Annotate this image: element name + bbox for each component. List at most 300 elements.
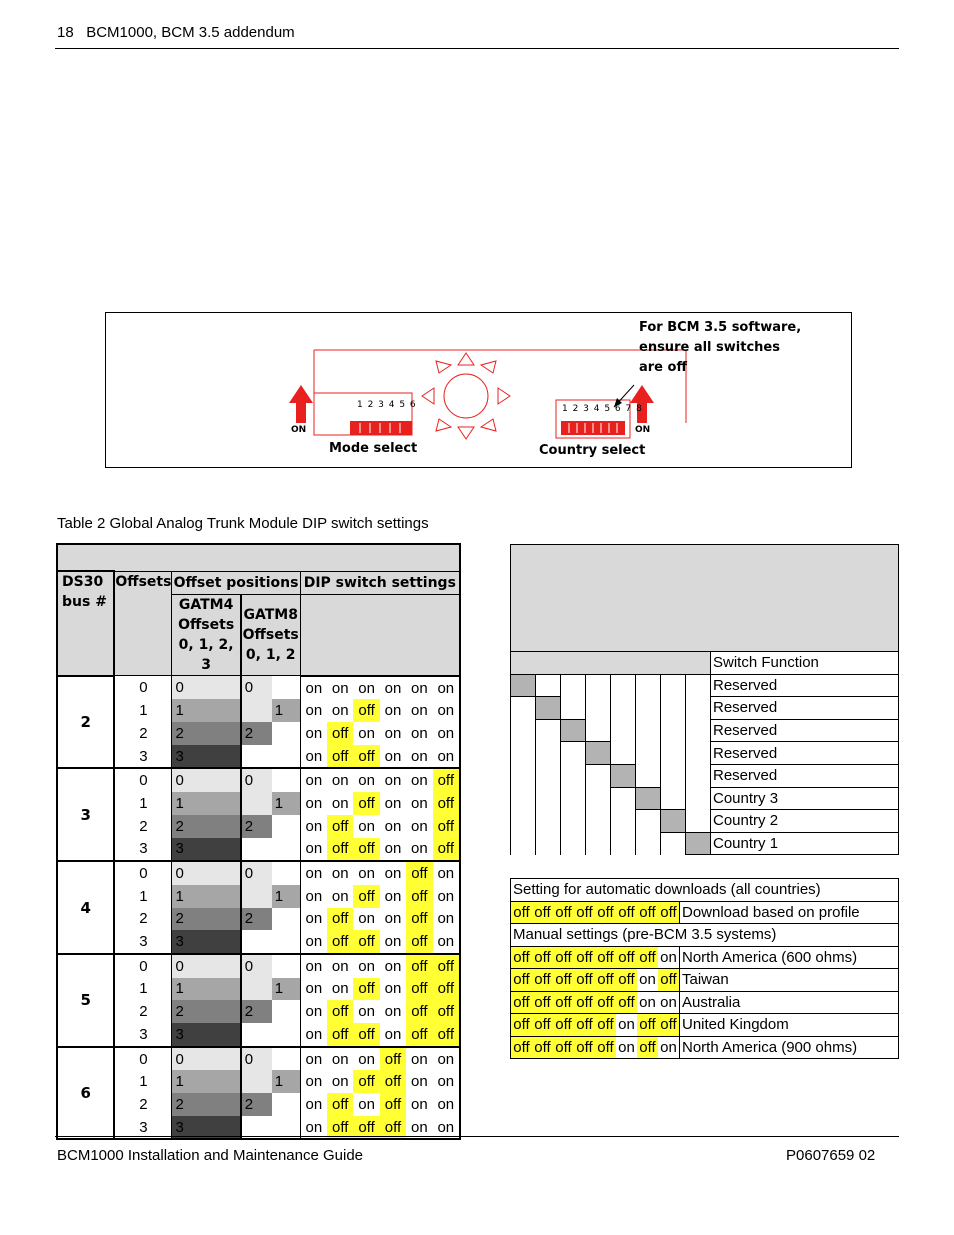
switch-position-cell [511, 719, 536, 742]
gatm8-offset-label: 0 [244, 679, 254, 697]
gatm8-offset-cell [241, 768, 300, 792]
footer-title: BCM1000 Installation and Maintenance Guide [57, 1147, 364, 1164]
offset-cell: 0 [114, 1047, 172, 1071]
mode-switch-bank [350, 421, 412, 435]
switch-position-cell [686, 742, 711, 765]
country-switch-cell: off [553, 1036, 574, 1059]
dip-switch-cell: on [331, 1050, 349, 1068]
table-row [511, 719, 899, 742]
switch-position-cell [561, 787, 586, 810]
switch-position-cell [686, 719, 711, 742]
dip-switch-cell: on [305, 794, 323, 812]
switch-function-header: Switch Function [711, 652, 899, 675]
switch-function-label: Reserved [711, 674, 899, 697]
switch-position-cell [536, 810, 561, 833]
switch-position-cell [536, 764, 561, 787]
table-row [511, 1014, 899, 1037]
ds30-offset-table [56, 543, 461, 1140]
dip-switch-cell: on [300, 1116, 327, 1140]
country-switch-cell: off [532, 1014, 553, 1037]
dip-switch-cell: on [305, 865, 323, 883]
dip-switch-cell: on [358, 817, 375, 835]
table-row [57, 792, 460, 815]
dip-switch-cell: on [358, 679, 375, 697]
dip-switch-cell: off [327, 1116, 353, 1140]
switch-position-cell [536, 719, 561, 742]
gatm4-offset-cell: 1 [172, 1070, 241, 1093]
dip-switch-cell: on [384, 980, 402, 998]
gatm8-offset-label: 1 [274, 702, 284, 720]
switch-position-cell [686, 697, 711, 720]
country-switch-cell: off [511, 969, 533, 992]
offset-cell: 1 [114, 792, 172, 815]
offset-cell: 1 [114, 1070, 172, 1093]
switch-function-label: Reserved [711, 697, 899, 720]
gatm4-offset-cell: 3 [172, 745, 241, 769]
country-switch-cell: off [616, 969, 637, 992]
country-switch-cell: on [658, 991, 680, 1014]
gatm8-offset-label: 2 [244, 1095, 254, 1113]
dip-switch-cell: on [384, 817, 402, 835]
offset-cell: 3 [114, 745, 172, 769]
dip-switch-cell: on [331, 957, 349, 975]
switch-position-cell [661, 742, 686, 765]
arrow-up-icon [289, 385, 313, 423]
country-switch-cell: off [532, 901, 553, 924]
gatm8-offset-label: 0 [244, 957, 254, 975]
gatm8-offset-cell [241, 1000, 300, 1023]
gatm8-offset-label: 1 [274, 980, 284, 998]
switch-position-cell [661, 697, 686, 720]
dip-switch-cell: on [300, 1023, 327, 1047]
gatm8-offset-label: 2 [244, 724, 254, 742]
page-header [57, 24, 295, 41]
mode-select-label: Mode select [329, 441, 418, 456]
gatm8-header: GATM8 Offsets 0, 1, 2 [241, 595, 300, 676]
country-switch-cell: off [595, 1036, 616, 1059]
dip-switch-cell: off [327, 838, 353, 862]
switch-position-cell [511, 810, 536, 833]
table-row [511, 1036, 899, 1059]
switch-function-label: Reserved [711, 764, 899, 787]
switch-position-cell [686, 810, 711, 833]
switch-position-cell [636, 742, 661, 765]
switch-position-cell [611, 764, 636, 787]
bus-cell: 5 [57, 954, 114, 1047]
country-label: Taiwan [680, 969, 899, 992]
country-switch-cell: off [553, 946, 574, 969]
dip-switch-cell: off [433, 768, 460, 792]
switch-position-cell [561, 697, 586, 720]
dip-header-blank [300, 595, 460, 676]
switch-position-cell [636, 719, 661, 742]
dip-switch-cell: off [433, 1023, 460, 1047]
dip-switch-cell: off [327, 1093, 353, 1116]
bus-header: DS30 bus # [57, 571, 114, 676]
table-row [57, 861, 460, 885]
dip-switch-cell: off [380, 1116, 406, 1140]
dip-switch-cell: on [406, 838, 432, 862]
dip-switch-cell: on [358, 910, 375, 928]
gatm4-offset-cell: 3 [172, 838, 241, 862]
gatm8-offset-cell [241, 908, 300, 931]
offset-cell: 0 [114, 768, 172, 792]
switch-position-cell [511, 742, 536, 765]
gatm8-offset-cell [241, 1070, 300, 1093]
positions-header: Offset positions [172, 571, 300, 595]
table-row [57, 1070, 460, 1093]
dip-switch-cell: on [358, 772, 375, 790]
dip-switch-cell: on [358, 865, 375, 883]
country-label: United Kingdom [680, 1014, 899, 1037]
country-switch-cell: on [637, 991, 658, 1014]
dip-switch-cell: off [433, 954, 460, 978]
country-label: Australia [680, 991, 899, 1014]
switch-position-cell [536, 697, 561, 720]
dip-switch-cell: on [305, 702, 323, 720]
country-switch-cell: off [616, 946, 637, 969]
offset-cell: 3 [114, 1116, 172, 1140]
switch-position-cell [586, 674, 611, 697]
offset-cell: 3 [114, 930, 172, 954]
offset-cell: 3 [114, 838, 172, 862]
country-switch-cell: off [574, 946, 595, 969]
gatm8-offset-cell [241, 954, 300, 978]
dip-switch-cell: on [384, 887, 402, 905]
country-select-label: Country select [539, 443, 646, 458]
gatm8-offset-cell [241, 1023, 300, 1047]
dip-header: DIP switch settings [300, 571, 460, 595]
gatm4-offset-cell: 1 [172, 885, 241, 908]
dip-switch-cell: on [411, 772, 428, 790]
switch-position-cell [611, 674, 636, 697]
switch-position-cell [661, 787, 686, 810]
country-switch-cell: off [595, 991, 616, 1014]
dip-switch-cell: on [358, 1050, 375, 1068]
gatm4-offset-cell: 0 [172, 1047, 241, 1071]
dip-switch-cell: on [411, 1073, 428, 1091]
country-label: North America (900 ohms) [680, 1036, 899, 1059]
gatm4-header: GATM4 Offsets 0, 1, 2, 3 [172, 595, 241, 676]
switch-function-label: Reserved [711, 742, 899, 765]
table-row [511, 697, 899, 720]
dip-switch-cell: off [406, 954, 432, 978]
dip-switch-cell: off [406, 908, 432, 931]
switch-position-cell [586, 764, 611, 787]
switch-position-cell [561, 764, 586, 787]
table-row [511, 924, 899, 947]
country-switch-cell: off [532, 946, 553, 969]
switch-position-cell [511, 674, 536, 697]
dip-switch-cell: off [406, 978, 432, 1001]
table-row [57, 768, 460, 792]
country-switch-cell: off [658, 969, 680, 992]
dip-switch-cell: on [406, 745, 432, 769]
dip-switch-cell: on [305, 957, 323, 975]
gatm4-offset-cell: 3 [172, 1023, 241, 1047]
gatm4-offset-cell: 0 [172, 768, 241, 792]
dip-switch-cell: off [353, 1116, 379, 1140]
switch-position-cell [611, 719, 636, 742]
country-switch-cell: off [658, 901, 680, 924]
switch-position-cell [636, 674, 661, 697]
dip-switch-cell: on [305, 724, 323, 742]
gatm4-offset-cell: 0 [172, 954, 241, 978]
table-row [511, 991, 899, 1014]
switch-position-cell [661, 832, 686, 855]
switch-position-cell [686, 832, 711, 855]
dip-switch-cell: on [331, 865, 349, 883]
dip-switch-cell: off [353, 792, 379, 815]
dip-switch-cell: on [331, 772, 349, 790]
dip-switch-cell: off [433, 978, 460, 1001]
table-row [57, 1000, 460, 1023]
dip-switch-cell: on [433, 1047, 460, 1071]
switch-position-cell [536, 742, 561, 765]
diagram-note: For BCM 3.5 software, ensure all switches are off [639, 320, 802, 375]
switch-position-cell [561, 810, 586, 833]
dip-switch-cell: on [305, 980, 323, 998]
switch-position-cell [661, 719, 686, 742]
country-switch-cell: off [553, 969, 574, 992]
offset-cell: 1 [114, 699, 172, 722]
gatm8-offset-cell [241, 722, 300, 745]
dip-switch-cell: on [331, 679, 349, 697]
switch-function-label: Country 2 [711, 810, 899, 833]
dip-switch-cell: on [411, 817, 428, 835]
switch-position-cell [511, 832, 536, 855]
switch-position-cell [586, 697, 611, 720]
switch-position-cell [636, 787, 661, 810]
country-switch-cell: on [616, 1036, 637, 1059]
dip-switch-cell: off [406, 861, 432, 885]
dip-switch-cell: on [433, 861, 460, 885]
country-settings-table [510, 878, 899, 1059]
gatm4-offset-cell: 1 [172, 978, 241, 1001]
gatm4-offset-cell: 1 [172, 792, 241, 815]
switch-position-cell [611, 810, 636, 833]
country-switch-cell: off [574, 1036, 595, 1059]
dip-switch-cell: on [406, 1116, 432, 1140]
dip-switch-cell: on [384, 724, 402, 742]
switch-function-label: Country 3 [711, 787, 899, 810]
switch-position-cell [586, 787, 611, 810]
switch-position-cell [586, 742, 611, 765]
country-switch-cell: off [595, 969, 616, 992]
country-switch-cell: off [637, 901, 658, 924]
switch-function-label: Reserved [711, 719, 899, 742]
switch-position-cell [561, 719, 586, 742]
header-title: BCM1000, BCM 3.5 addendum [86, 24, 295, 41]
dip-switch-cell: on [384, 865, 402, 883]
gatm8-offset-cell [241, 861, 300, 885]
footer-rule [55, 1136, 899, 1137]
switch-position-cell [561, 742, 586, 765]
auto-download-title: Setting for automatic downloads (all countries) [511, 879, 899, 902]
offset-cell: 0 [114, 676, 172, 700]
country-switch-cell: off [616, 991, 637, 1014]
table-row [57, 745, 460, 769]
dip-switch-cell: on [384, 957, 402, 975]
dip-switch-cell: on [380, 1023, 406, 1047]
dip-switch-cell: on [300, 745, 327, 769]
table-row [57, 1023, 460, 1047]
country-switch-cell: off [574, 901, 595, 924]
dip-switch-cell: off [353, 1023, 379, 1047]
country-switch-cell: off [553, 991, 574, 1014]
dip-switch-cell: on [358, 1003, 375, 1021]
gatm8-offset-label: 2 [244, 910, 254, 928]
gatm8-offset-label: 0 [244, 865, 254, 883]
switch-position-cell [686, 764, 711, 787]
gatm4-offset-cell: 0 [172, 861, 241, 885]
dip-switch-cell: off [380, 1093, 406, 1116]
switch-position-cell [611, 787, 636, 810]
country-switch-cell: off [511, 1014, 533, 1037]
table-row [57, 815, 460, 838]
gatm4-offset-cell: 3 [172, 930, 241, 954]
dip-switch-cell: on [384, 772, 402, 790]
footer-part-number: P0607659 02 [786, 1147, 876, 1164]
country-switch-cell: off [532, 969, 553, 992]
mode-switch-numbers: 1 2 3 4 5 6 [357, 400, 417, 410]
table-row [511, 901, 899, 924]
dip-switch-cell: on [300, 838, 327, 862]
table-row [511, 810, 899, 833]
on-label: ON [635, 425, 651, 435]
dip-switch-cell: off [433, 838, 460, 862]
gatm8-offset-cell [241, 838, 300, 862]
dip-switch-cell: on [411, 1050, 428, 1068]
switch-position-cell [636, 697, 661, 720]
dip-switch-cell: on [358, 957, 375, 975]
dip-switch-cell: on [300, 930, 327, 954]
page-number: 18 [57, 24, 74, 41]
dip-switch-cell: on [433, 676, 460, 700]
switch-position-cell [536, 832, 561, 855]
dip-switch-cell: on [433, 930, 460, 954]
dip-switch-cell: off [433, 1000, 460, 1023]
sun-icon [444, 374, 488, 418]
country-switch-cell: off [511, 991, 533, 1014]
table-row [511, 946, 899, 969]
dip-switch-cell: on [305, 1003, 323, 1021]
switch-position-cell [686, 674, 711, 697]
gatm8-offset-label: 1 [274, 887, 284, 905]
table-row [511, 787, 899, 810]
gatm4-offset-cell: 2 [172, 908, 241, 931]
dip-switch-cell: on [305, 887, 323, 905]
bus-cell: 4 [57, 861, 114, 954]
dip-switch-cell: off [353, 1070, 379, 1093]
switch-function-label: Country 1 [711, 832, 899, 855]
dip-switch-cell: on [433, 885, 460, 908]
dip-switch-cell: on [433, 745, 460, 769]
switch-position-cell [636, 764, 661, 787]
country-switch-cell: off [574, 1014, 595, 1037]
dip-switch-cell: on [411, 794, 428, 812]
switch-columns-header [511, 652, 711, 675]
switch-position-cell [511, 764, 536, 787]
bus-cell: 3 [57, 768, 114, 861]
switch-position-cell [586, 719, 611, 742]
dip-switch-cell: on [411, 724, 428, 742]
dip-switch-cell: off [380, 1070, 406, 1093]
country-switch-cell: off [511, 946, 533, 969]
offset-cell: 1 [114, 885, 172, 908]
on-label: ON [291, 425, 307, 435]
dip-switch-cell: on [331, 794, 349, 812]
gatm8-offset-cell [241, 1047, 300, 1071]
gatm8-offset-cell [241, 978, 300, 1001]
country-switch-cell: off [574, 969, 595, 992]
gatm8-offset-label: 1 [274, 1073, 284, 1091]
table-row [57, 676, 460, 700]
country-switch-cell: off [553, 1014, 574, 1037]
switch-position-cell [661, 674, 686, 697]
switch-position-cell [536, 787, 561, 810]
gatm8-offset-label: 0 [244, 1050, 254, 1068]
dip-switch-cell: on [305, 1050, 323, 1068]
dip-switch-cell: off [406, 930, 432, 954]
table-row [57, 908, 460, 931]
country-switch-cell: off [595, 901, 616, 924]
dip-switch-cell: off [406, 885, 432, 908]
dip-switch-cell: off [353, 838, 379, 862]
switch-position-cell [661, 764, 686, 787]
dip-switch-cell: on [331, 1073, 349, 1091]
country-switch-cell: off [616, 901, 637, 924]
dip-switch-cell: on [305, 679, 323, 697]
switch-position-cell [686, 787, 711, 810]
bus-cell: 2 [57, 676, 114, 769]
switch-position-cell [586, 832, 611, 855]
gatm8-offset-cell [241, 815, 300, 838]
country-switch-numbers: 1 2 3 4 5 6 7 8 [562, 404, 643, 414]
offset-cell: 1 [114, 978, 172, 1001]
dip-switch-cell: off [353, 930, 379, 954]
dip-switch-cell: on [331, 887, 349, 905]
dip-switch-cell: off [353, 699, 379, 722]
gatm4-offset-cell: 1 [172, 699, 241, 722]
offset-cell: 2 [114, 1000, 172, 1023]
dip-switch-cell: on [380, 745, 406, 769]
dip-switch-cell: off [406, 1000, 432, 1023]
dip-switch-cell: on [358, 724, 375, 742]
dip-switch-cell: on [433, 722, 460, 745]
gatm8-offset-label: 0 [244, 772, 254, 790]
dip-switch-cell: on [433, 699, 460, 722]
dip-switch-cell: on [305, 772, 323, 790]
country-label: Download based on profile [680, 901, 899, 924]
switch-position-cell [586, 810, 611, 833]
table-row [57, 954, 460, 978]
switch-position-cell [511, 697, 536, 720]
table-row [511, 969, 899, 992]
dip-switch-cell: off [327, 908, 353, 931]
dip-switch-cell: on [411, 1095, 428, 1113]
offset-cell: 2 [114, 1093, 172, 1116]
dip-switch-cell: off [380, 1047, 406, 1071]
dip-switch-cell: on [433, 1116, 460, 1140]
country-switch-cell: on [658, 946, 680, 969]
country-switch-cell: off [595, 1014, 616, 1037]
country-label: North America (600 ohms) [680, 946, 899, 969]
country-switch-cell: on [658, 1036, 680, 1059]
table-caption: Table 2 Global Analog Trunk Module DIP switch settings [57, 515, 429, 532]
dip-switch-cell: off [406, 1023, 432, 1047]
switch-position-cell [561, 674, 586, 697]
